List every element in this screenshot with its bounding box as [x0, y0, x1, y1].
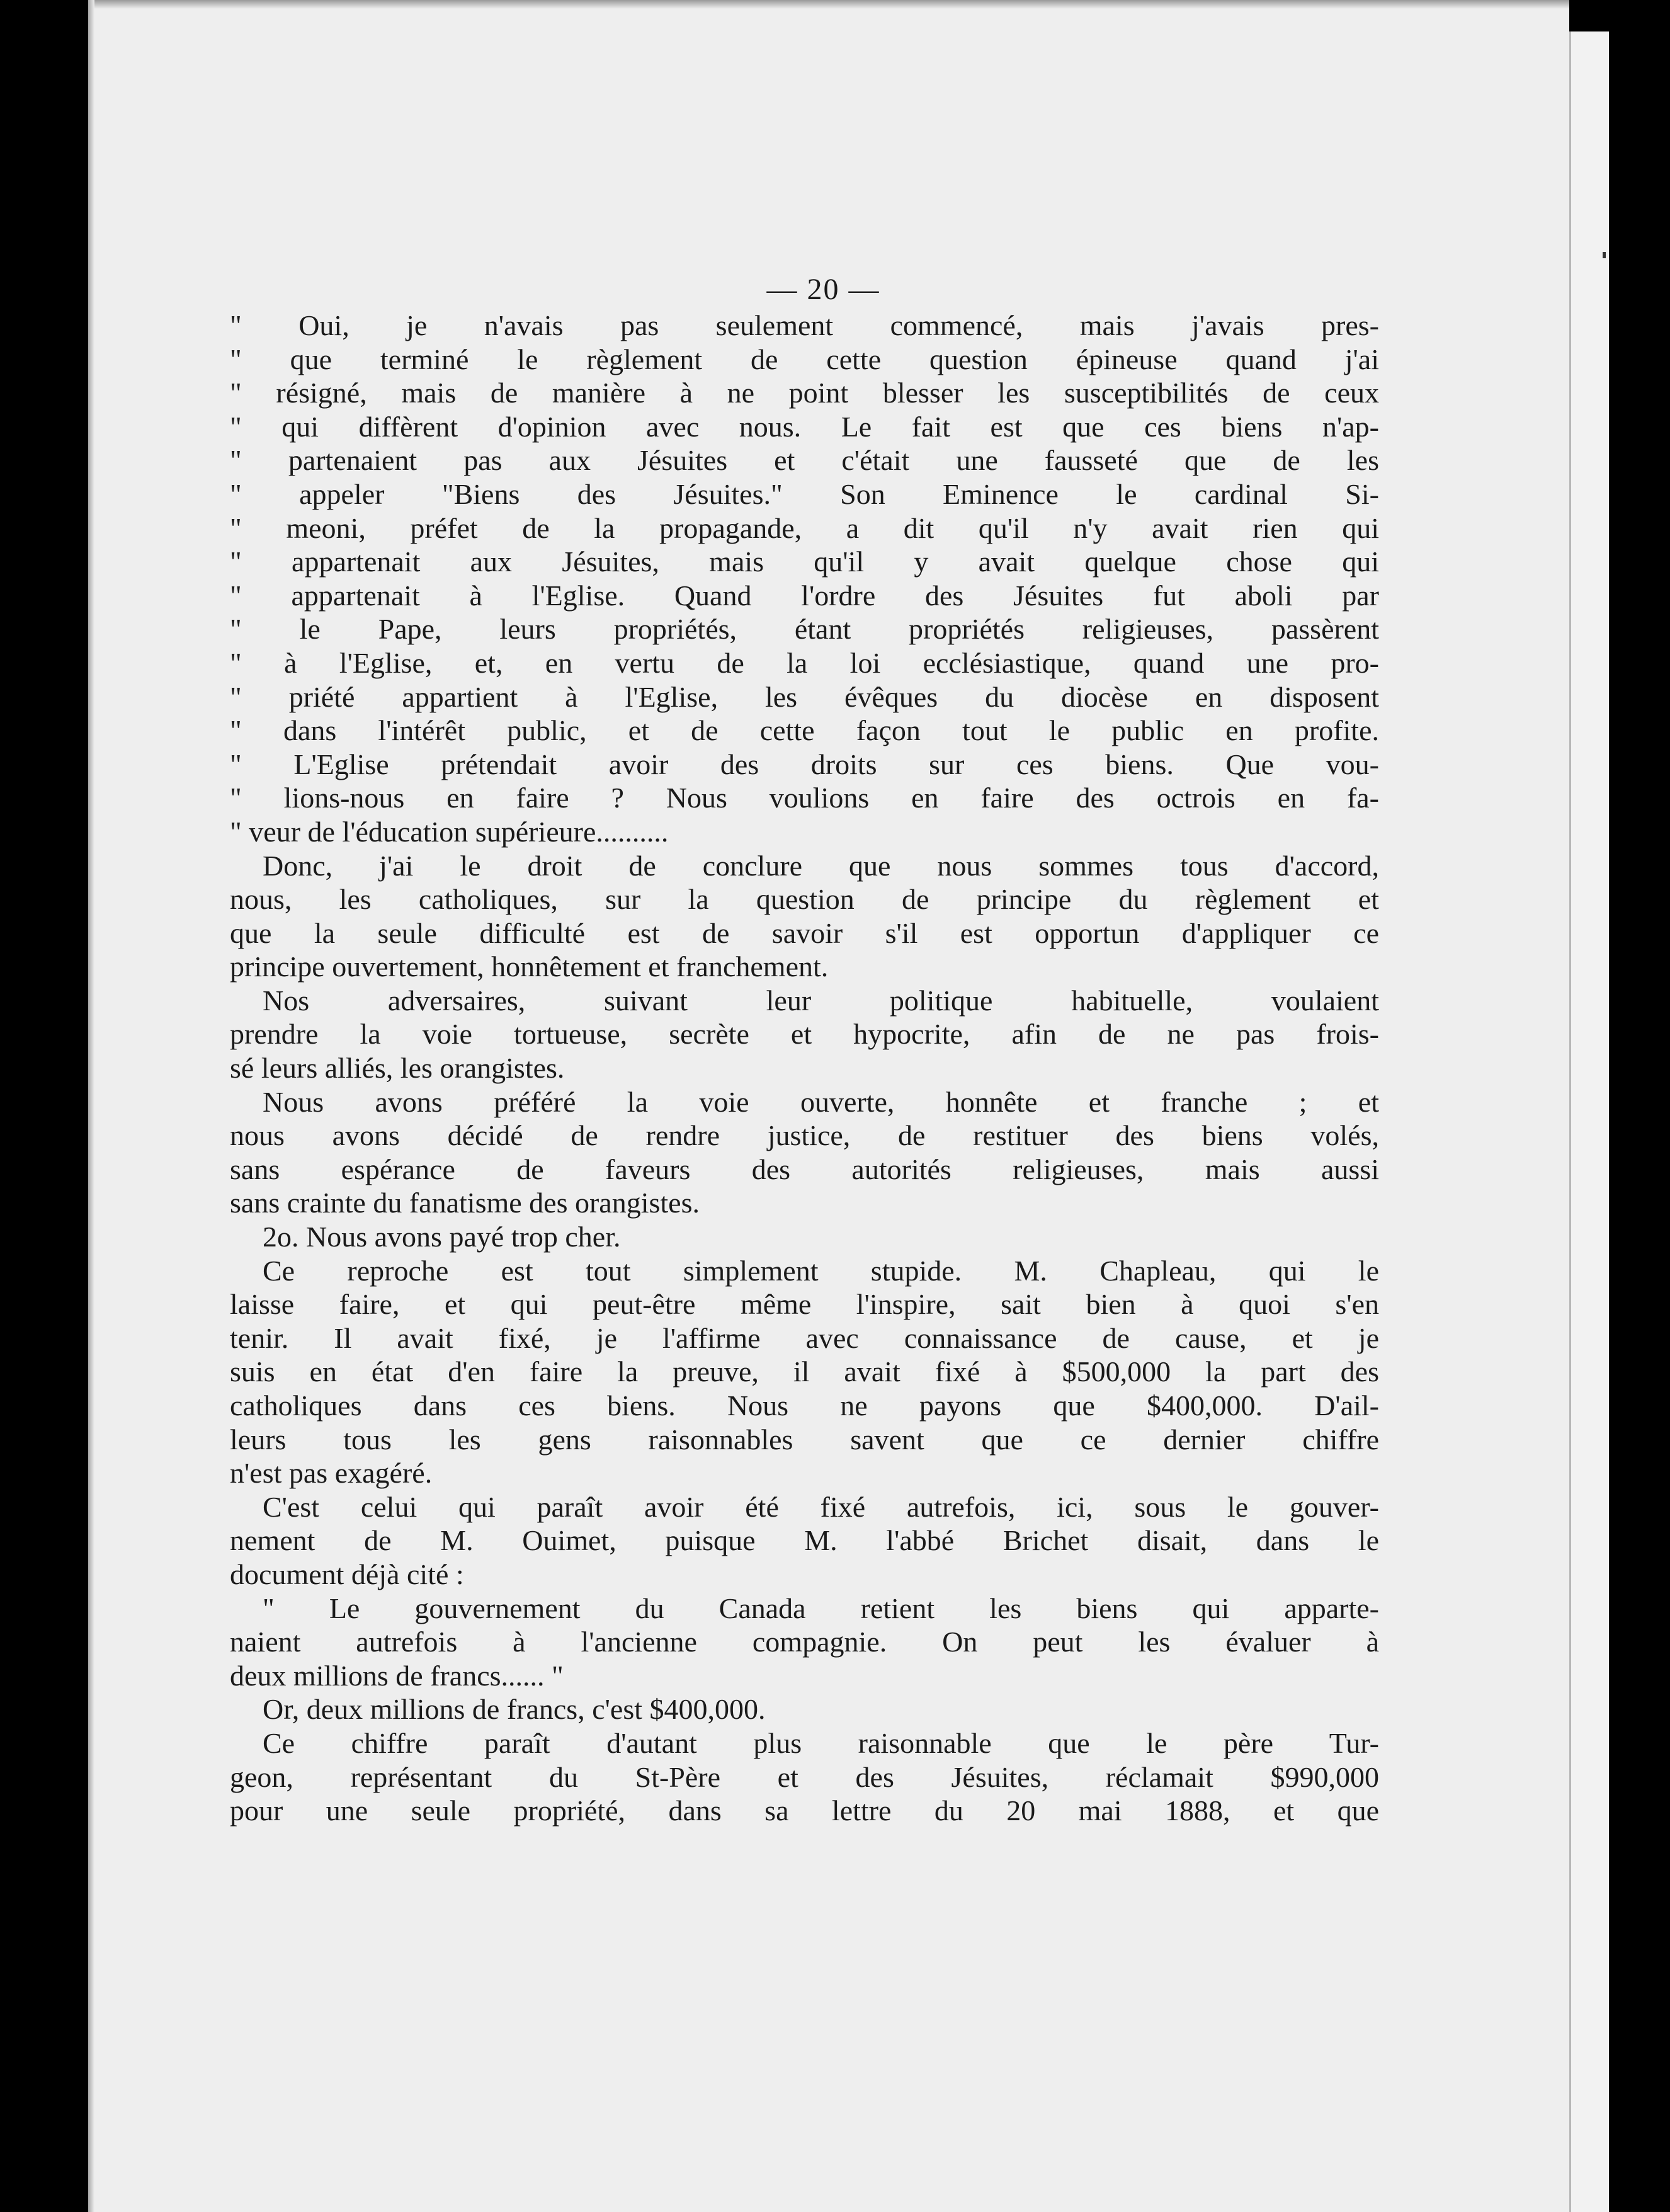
page-text-block — [230, 271, 1379, 1828]
text-line: prendre la voie tortueuse, secrète et hypocrite, afin de ne pas frois- — [230, 1018, 1379, 1051]
quote-line: naient autrefois à l'ancienne compagnie. On peut les évaluer à — [230, 1626, 1379, 1658]
text-line: que la seule difficulté est de savoir s'il est opportun d'appliquer ce — [230, 916, 1379, 949]
text-line: Nous avons préféré la voie ouverte, honnête et franche ; et — [263, 1085, 1379, 1118]
text-line: leurs tous les gens raisonnables savent que ce dernier chiffre — [230, 1423, 1379, 1456]
section-heading: 2o. Nous avons payé trop cher. — [263, 1221, 621, 1253]
text-line: " le Pape, leurs propriétés, étant propriétés religieuses, passèrent — [230, 613, 1379, 646]
text-line: n'est pas exagéré. — [230, 1457, 433, 1490]
text-line: " qui diffèrent d'opinion avec nous. Le fait est que ces biens n'ap- — [230, 410, 1379, 443]
text-line: " L'Eglise prétendait avoir des droits sur ces biens. Que vou- — [230, 748, 1379, 780]
text-line: tenir. Il avait fixé, je l'affirme avec connaissance de cause, et je — [230, 1321, 1379, 1354]
text-line: " lions-nous en faire ? Nous voulions en faire des octrois en fa- — [230, 782, 1379, 814]
text-line: Donc, j'ai le droit de conclure que nous sommes tous d'accord, — [263, 849, 1379, 882]
text-line: C'est celui qui paraît avoir été fixé autrefois, ici, sous le gouver- — [263, 1490, 1379, 1523]
text-line: " dans l'intérêt public, et de cette façon tout le public en profite. — [230, 714, 1379, 747]
text-line: geon, représentant du St-Père et des Jésuites, réclamait $990,000 — [230, 1760, 1379, 1793]
quote-line: deux millions de francs...... " — [230, 1659, 564, 1692]
adjacent-page-mark — [1603, 252, 1606, 258]
text-line: sans espérance de faveurs des autorités religieuses, mais aussi — [230, 1153, 1379, 1185]
page-top-edge-shadow — [88, 0, 1569, 9]
adjacent-page-edge — [1569, 31, 1609, 2212]
quote-line: " Le gouvernement du Canada retient les biens qui apparte- — [263, 1592, 1379, 1624]
text-line: Ce reproche est tout simplement stupide. M. Chapleau, qui le — [263, 1254, 1379, 1287]
page-left-edge-shadow — [88, 0, 94, 2212]
text-line: " que terminé le règlement de cette question épineuse quand j'ai — [230, 343, 1379, 375]
text-line: suis en état d'en faire la preuve, il avait fixé à $500,000 la part des — [230, 1355, 1379, 1388]
text-line: principe ouvertement, honnêtement et franchement. — [230, 950, 829, 983]
text-line: nous, les catholiques, sur la question de principe du règlement et — [230, 883, 1379, 916]
text-line: Nos adversaires, suivant leur politique habituelle, voulaient — [263, 984, 1379, 1017]
text-line: nement de M. Ouimet, puisque M. l'abbé Brichet disait, dans le — [230, 1524, 1379, 1557]
text-line: laisse faire, et qui peut-être même l'inspire, sait bien à quoi s'en — [230, 1288, 1379, 1321]
text-line: " résigné, mais de manière à ne point blesser les susceptibilités de ceux — [230, 377, 1379, 409]
page-number: — 20 — — [766, 273, 880, 306]
text-line: " appartenait à l'Eglise. Quand l'ordre des Jésuites fut aboli par — [230, 579, 1379, 612]
text-line: " appartenait aux Jésuites, mais qu'il y avait quelque chose qui — [230, 545, 1379, 578]
text-line: sé leurs alliés, les orangistes. — [230, 1052, 565, 1085]
text-line: Or, deux millions de francs, c'est $400,000. — [263, 1693, 766, 1726]
text-line: " meoni, préfet de la propagande, a dit qu'il n'y avait rien qui — [230, 511, 1379, 544]
text-line: " veur de l'éducation supérieure.......... — [230, 815, 669, 848]
text-line: " priété appartient à l'Eglise, les évêques du diocèse en disposent — [230, 680, 1379, 713]
text-line: sans crainte du fanatisme des orangistes. — [230, 1187, 700, 1219]
text-line: pour une seule propriété, dans sa lettre du 20 mai 1888, et que — [230, 1794, 1379, 1827]
text-line: " à l'Eglise, et, en vertu de la loi ecclésiastique, quand une pro- — [230, 646, 1379, 679]
text-line: catholiques dans ces biens. Nous ne payons que $400,000. D'ail- — [230, 1389, 1379, 1422]
text-line: " partenaient pas aux Jésuites et c'était une fausseté que de les — [230, 444, 1379, 477]
text-line: " appeler "Biens des Jésuites." Son Eminence le cardinal Si- — [230, 477, 1379, 510]
text-line: Ce chiffre paraît d'autant plus raisonnable que le père Tur- — [263, 1726, 1379, 1759]
text-line: nous avons décidé de rendre justice, de restituer des biens volés, — [230, 1119, 1379, 1152]
text-line: document déjà cité : — [230, 1558, 464, 1590]
text-line: " Oui, je n'avais pas seulement commencé, mais j'avais pres- — [230, 309, 1379, 341]
